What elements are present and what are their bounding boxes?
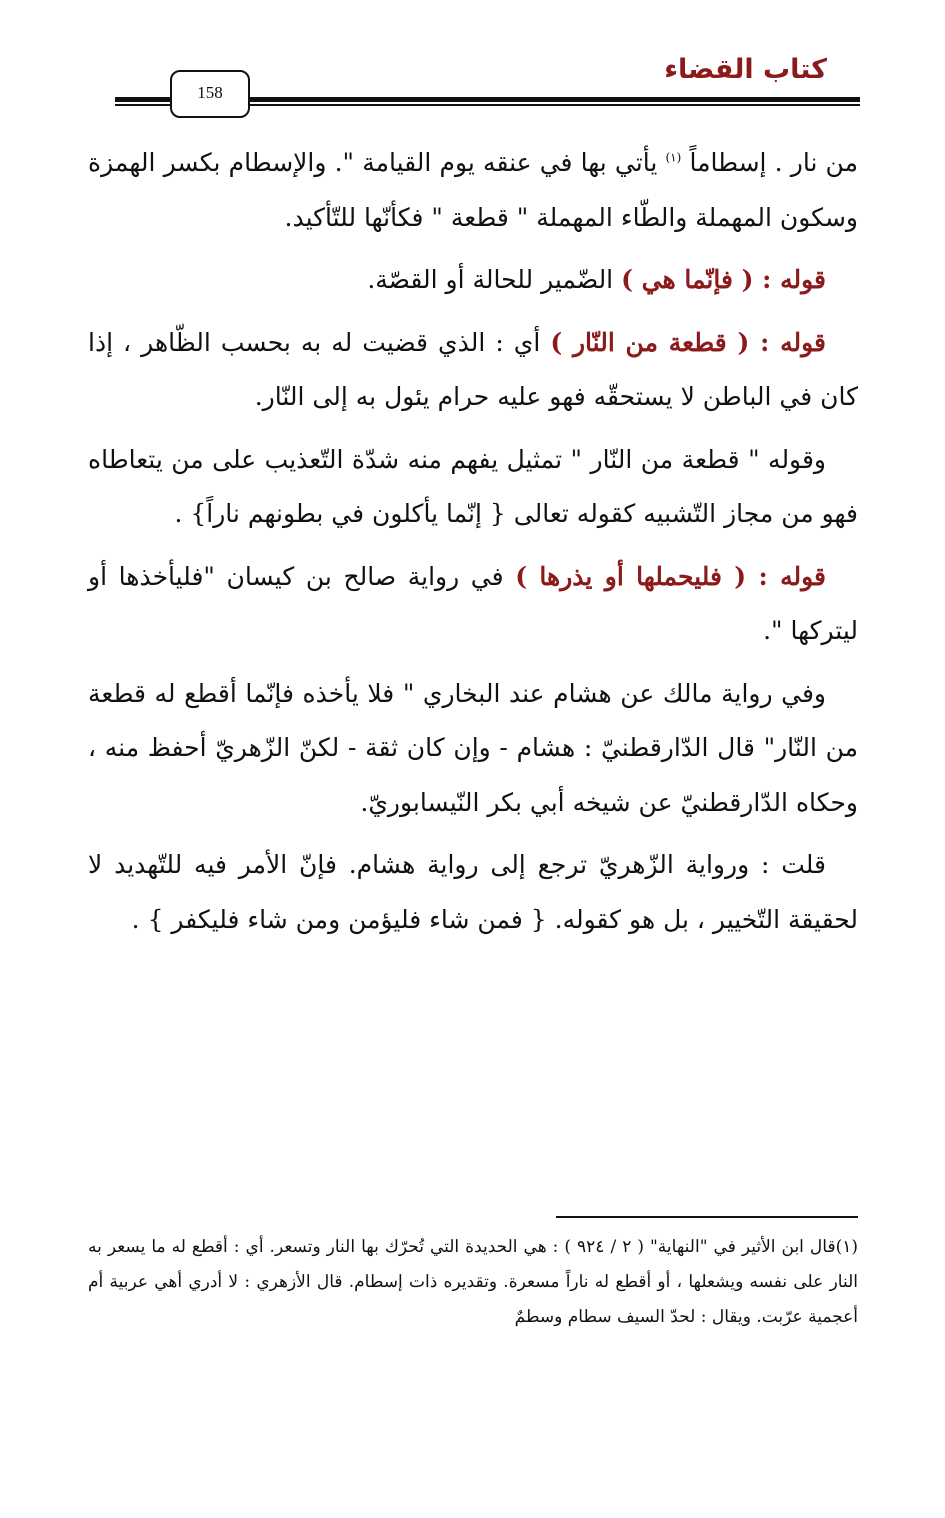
footnote-divider bbox=[556, 1216, 858, 1218]
paragraph-text: وقوله " قطعة من النّار " تمثيل يفهم منه شدّة التّعذيب على من يتعاطاه فهو من مجاز التّشبيه كقوله تعالى { إنّما يأكلون في بطونهم ناراً} . bbox=[88, 444, 858, 528]
paragraph-text: في رواية صالح بن كيسان "فليأخذها أو ليتركها ". bbox=[88, 561, 858, 645]
footnote-ref[interactable]: (١) bbox=[665, 150, 682, 165]
paragraph-text: الضّمير للحالة أو القصّة. bbox=[367, 265, 622, 294]
quote-lead: قوله : ( فإنّما هي ) bbox=[621, 265, 826, 294]
page-number: 158 bbox=[170, 70, 250, 118]
quote-lead: قوله : ( قطعة من النّار ) bbox=[550, 327, 826, 357]
paragraph bbox=[88, 253, 858, 308]
quote-lead: قوله : ( فليحملها أو يذرها ) bbox=[515, 561, 827, 591]
main-text bbox=[88, 136, 858, 955]
paragraph bbox=[88, 838, 858, 947]
footnote-text: (١)قال ابن الأثير في "النهاية" ( ٢ / ٩٢٤ ) : هي الحديدة التي تُحرّك بها النار وتسعر. أي : أقطع له ما يسعر به النار على نفسه ويشعلها ، أو أقطع له ناراً مسعرة. وتقديره ذات إسطام. قال الأزهري : لا أدري أهي عربية أم أعجمية عرّبت. ويقال : لحدّ السيف سطام وسطمٌ bbox=[88, 1237, 858, 1327]
paragraph-text: وفي رواية مالك عن هشام عند البخاري " فلا يأخذه فإنّما أقطع له قطعة من النّار" قال الدّارقطنيّ : هشام - وإن كان ثقة - لكنّ الزّهريّ أحفظ منه ، وحكاه الدّارقطنيّ عن شيخه أبي بكر النّيسابوريّ. bbox=[88, 678, 858, 817]
paragraph bbox=[88, 433, 858, 542]
paragraph-text: أي : الذي قضيت له به بحسب الظّاهر ، إذا كان في الباطن لا يستحقّه فهو عليه حرام يئول به إلى النّار. bbox=[88, 327, 858, 411]
book-title: كتاب القضاء bbox=[664, 54, 827, 85]
footnote bbox=[88, 1230, 858, 1335]
paragraph-text: قلت : ورواية الزّهريّ ترجع إلى رواية هشام. فإنّ الأمر فيه للتّهديد لا لحقيقة التّخيير ، بل هو كقوله. { فمن شاء فليؤمن ومن شاء فليكفر } . bbox=[88, 850, 858, 934]
paragraph-text: من نار . إسطاماً bbox=[681, 148, 858, 177]
paragraph bbox=[88, 316, 858, 425]
paragraph-text: يأتي بها في عنقه يوم القيامة ". والإسطام بكسر الهمزة وسكون المهملة والطّاء المهملة " قطعة " فكأنّها للتّأكيد. bbox=[88, 148, 858, 232]
paragraph bbox=[88, 136, 858, 245]
paragraph bbox=[88, 550, 858, 659]
paragraph bbox=[88, 667, 858, 831]
